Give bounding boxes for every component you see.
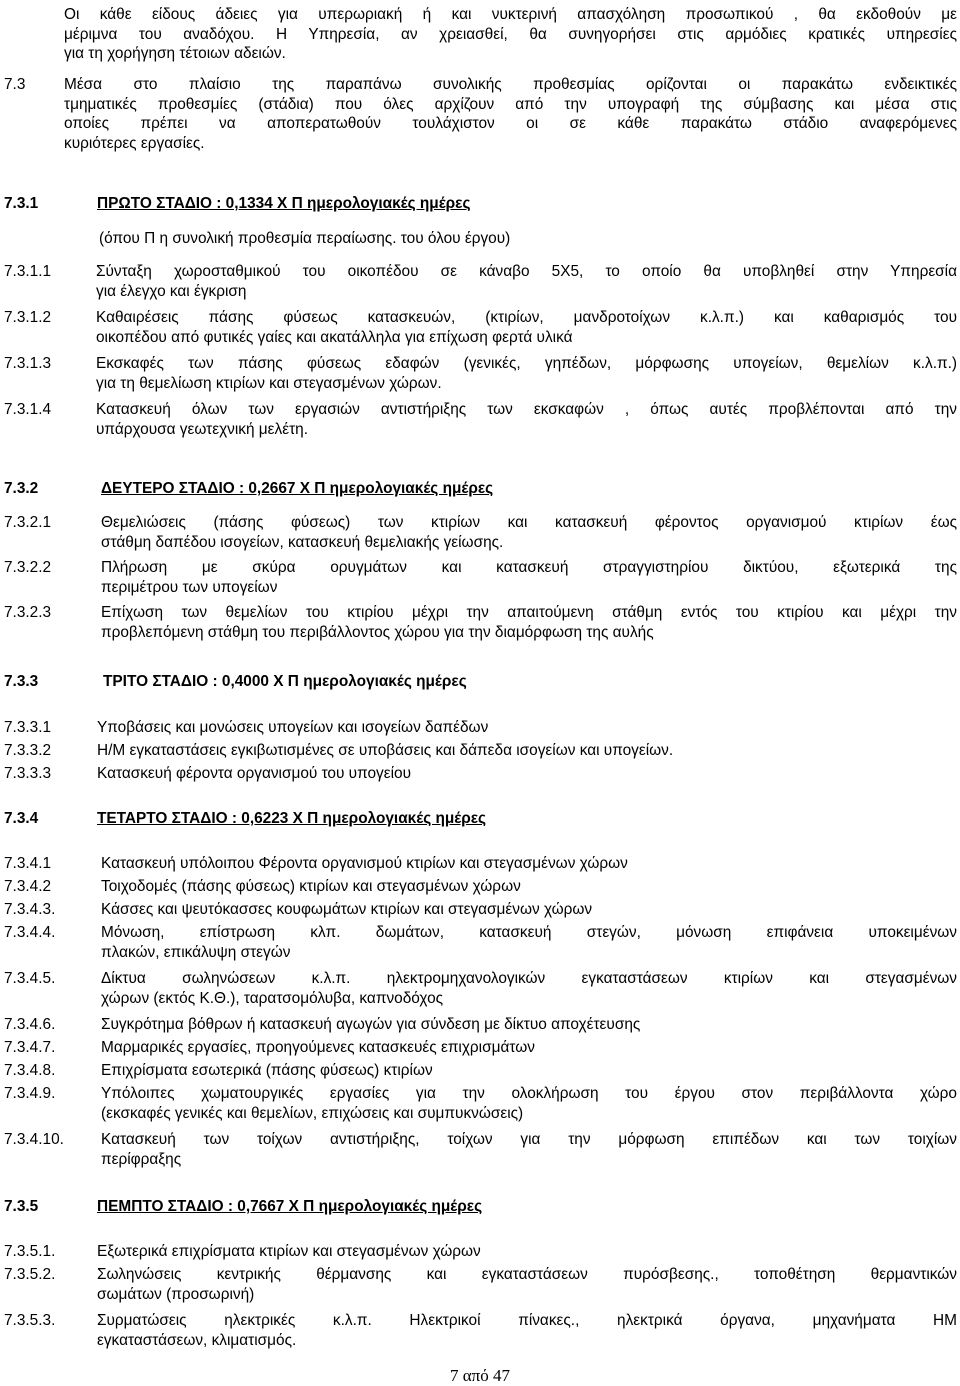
stage-number: 7.3.2 [4, 480, 39, 497]
item-body [97, 1265, 957, 1304]
page-number: 7 από 47 [450, 1366, 510, 1385]
item-number: 7.3.4.6. [4, 1016, 56, 1033]
item-number: 7.3.4.10. [4, 1131, 64, 1148]
section-7-3 [4, 75, 957, 153]
stage-number: 7.3.4 [4, 810, 39, 827]
item-text: Η/Μ εγκαταστάσεις εγκιβωτισμένες σε υποβάσεις και δάπεδα ισογείων και υπογείων. [97, 742, 674, 759]
text-line: κυριότερες εργασίες. [64, 134, 205, 152]
section-body [64, 75, 957, 153]
stage-title: ΤΡΙΤΟ ΣΤΑΔΙΟ : 0,4000 Χ Π ημερολογιακές ημέρες [103, 673, 467, 690]
section-number: 7.3 [4, 76, 26, 93]
text-line: Πλήρωση με σκύρα ορυγμάτων και κατασκευή στραγγιστηρίου δικτύου, εξωτερικά της [101, 559, 957, 576]
item-text: Συγκρότημα βόθρων ή κατασκευή αγωγών για σύνδεση με δίκτυο αποχέτευσης [101, 1016, 641, 1033]
item-body [97, 1311, 957, 1350]
item-number: 7.3.2.2 [4, 559, 52, 576]
item-body [101, 1130, 957, 1169]
text-line: Συρματώσεις ηλεκτρικές κ.λ.π. Ηλεκτρικοί πίνακες., ηλεκτρικά όργανα, μηχανήματα ΗΜ [97, 1312, 957, 1329]
item-text: Μαρμαρικές εργασίες, προηγούμενες κατασκευές επιχρισμάτων [101, 1039, 535, 1056]
item-number: 7.3.4.9. [4, 1085, 56, 1102]
text-line: οικοπέδου από φυτικές γαίες και ακατάλληλα για επίχωση φερτά υλικά [96, 328, 573, 346]
stage-number: 7.3.1 [4, 195, 39, 212]
item-body [101, 513, 957, 552]
text-line: για έλεγχο και έγκριση [96, 282, 247, 300]
item-body [96, 308, 957, 347]
text-line: μέριμνα του αναδόχου. Η Υπηρεσία, αν χρειασθεί, θα συνηγορήσει στις αρμόδιες κρατικές υπηρεσίες [64, 25, 957, 43]
stage-note: (όπου Π η συνολική προθεσμία περαίωσης. του όλου έργου) [99, 230, 511, 247]
stage-number: 7.3.5 [4, 1198, 39, 1215]
item-text: Κάσσες και ψευτόκασσες κουφωμάτων κτιρίων και στεγασμένων χώρων [101, 901, 593, 918]
item-number: 7.3.4.3. [4, 901, 56, 918]
item-number: 7.3.4.2 [4, 878, 52, 895]
text-line: οποίες πρέπει να αποπερατωθούν τουλάχιστον οι σε κάθε παρακάτω στάδιο αναφερόμενες [64, 115, 957, 133]
text-line: (εκσκαφές γενικές και θεμελίων, επιχώσεις και συμπυκνώσεις) [101, 1104, 524, 1122]
text-line: Καθαιρέσεις πάσης φύσεως κατασκευών, (κτιρίων, μανδροτοίχων κ.λ.π.) και καθαρισμός του [96, 309, 957, 326]
item-number: 7.3.5.1. [4, 1243, 56, 1260]
text-line: Θεμελιώσεις (πάσης φύσεως) των κτιρίων και κατασκευή φέροντος οργανισμού κτιρίων έως [101, 514, 957, 531]
text-line: για τη χορήγηση τέτοιων αδειών. [64, 45, 286, 63]
text-line: Δίκτυα σωληνώσεων κ.λ.π. ηλεκτρομηχανολογικών εγκαταστάσεων κτιρίων και στεγασμένων [101, 970, 957, 987]
text-line: υπάρχουσα γεωτεχνική μελέτη. [96, 420, 309, 438]
text-line: Κατασκευή των τοίχων αντιστήριξης, τοίχων για την μόρφωση επιπέδων και των τοιχίων [101, 1131, 957, 1148]
item-body [96, 400, 957, 439]
text-line: Μέσα στο πλαίσιο της παραπάνω συνολικής προθεσμίας ορίζονται οι παρακάτω ενδεικτικές [64, 76, 957, 93]
item-number: 7.3.1.2 [4, 309, 52, 326]
item-number: 7.3.4.8. [4, 1062, 56, 1079]
item-number: 7.3.5.2. [4, 1266, 56, 1283]
item-body [101, 969, 957, 1008]
text-line: Υπόλοιπες χωματουργικές εργασίες για την ολοκλήρωση του έργου στον περιβάλλοντα χώρο [101, 1085, 957, 1102]
item-number: 7.3.5.3. [4, 1312, 56, 1329]
item-body [101, 1084, 957, 1123]
text-line: Οι κάθε είδους άδειες για υπερωριακή ή και νυκτερινή απασχόληση προσωπικού , θα εκδοθούν με [64, 6, 957, 23]
item-body [101, 558, 957, 597]
item-text: Τοιχοδομές (πάσης φύσεως) κτιρίων και στεγασμένων χώρων [101, 878, 521, 895]
text-line: περίφραξης [101, 1150, 182, 1168]
stage-number: 7.3.3 [4, 673, 39, 690]
text-line: Σωληνώσεις κεντρικής θέρμανσης και εγκαταστάσεων πυρόσβεσης., τοποθέτηση θερμαντικών [97, 1266, 957, 1283]
text-line: τμηματικές προθεσμίες (στάδια) που όλες αρχίζουν από την υπογραφή της σύμβασης και μέσα στις [64, 95, 957, 113]
item-number: 7.3.3.1 [4, 719, 52, 736]
text-line: σωμάτων (προσωρινή) [97, 1285, 255, 1303]
item-body [101, 603, 957, 642]
item-number: 7.3.4.7. [4, 1039, 56, 1056]
text-line: για τη θεμελίωση κτιρίων και στεγασμένων χώρων. [96, 374, 442, 392]
item-text: Υποβάσεις και μονώσεις υπογείων και ισογείων δαπέδων [97, 719, 489, 736]
item-number: 7.3.2.1 [4, 514, 52, 531]
item-text: Κατασκευή υπόλοιπου Φέροντα οργανισμού κτιρίων και στεγασμένων χώρων [101, 855, 628, 872]
item-number: 7.3.4.1 [4, 855, 52, 872]
text-line: πλακών, επικάλυψη στεγών [101, 943, 291, 961]
item-body [96, 262, 957, 301]
item-number: 7.3.1.4 [4, 401, 52, 418]
item-number: 7.3.4.5. [4, 970, 56, 987]
item-text: Κατασκευή φέροντα οργανισμού του υπογείου [97, 765, 412, 782]
item-number: 7.3.2.3 [4, 604, 52, 621]
text-line: στάθμη δαπέδου ισογείων, κατασκευή θεμελιακής γείωσης. [101, 533, 504, 551]
item-text: Εξωτερικά επιχρίσματα κτιρίων και στεγασμένων χώρων [97, 1243, 481, 1260]
stage-title: ΠΡΩΤΟ ΣΤΑΔΙΟ : 0,1334 Χ Π ημερολογιακές ημέρες [97, 195, 471, 212]
text-line: Εκσκαφές των πάσης φύσεως εδαφών (γενικές, γηπέδων, μόρφωσης υπογείων, θεμελίων κ.λ.π.) [96, 355, 957, 372]
text-line: Κατασκευή όλων των εργασιών αντιστήριξης των εκσκαφών , όπως αυτές προβλέπονται από την [96, 401, 957, 418]
text-line: προβλεπόμενη στάθμη του περιβάλλοντος χώρου για την διαμόρφωση της αυλής [101, 623, 654, 641]
stage-title: ΔΕΥΤΕΡΟ ΣΤΑΔΙΟ : 0,2667 Χ Π ημερολογιακές ημέρες [101, 480, 494, 497]
item-number: 7.3.1.3 [4, 355, 52, 372]
item-number: 7.3.3.3 [4, 765, 52, 782]
item-text: Επιχρίσματα εσωτερικά (πάσης φύσεως) κτιρίων [101, 1062, 433, 1079]
stage-title: ΤΕΤΑΡΤΟ ΣΤΑΔΙΟ : 0,6223 Χ Π ημερολογιακές ημέρες [97, 810, 487, 827]
stage-title: ΠΕΜΠΤΟ ΣΤΑΔΙΟ : 0,7667 Χ Π ημερολογιακές ημέρες [97, 1198, 483, 1215]
item-number: 7.3.4.4. [4, 924, 56, 941]
item-number: 7.3.1.1 [4, 263, 52, 280]
text-line: Μόνωση, επίστρωση κλπ. δωμάτων, κατασκευή στεγών, μόνωση επιφάνεια υποκειμένων [101, 924, 957, 941]
text-line: περιμέτρου των υπογείων [101, 578, 278, 596]
text-line: χώρων (εκτός Κ.Θ.), ταρατσομόλυβα, καπνοδόχος [101, 989, 444, 1007]
item-body [96, 354, 957, 393]
item-number: 7.3.3.2 [4, 742, 52, 759]
item-body [101, 923, 957, 962]
text-line: εγκαταστάσεων, κλιματισμός. [97, 1331, 297, 1349]
text-line: Επίχωση των θεμελίων του κτιρίου μέχρι την απαιτούμενη στάθμη εντός του κτιρίου και μέχρι την [101, 604, 957, 621]
intro-paragraph [64, 5, 957, 64]
text-line: Σύνταξη χωροσταθμικού του οικοπέδου σε κάναβο 5Χ5, το οποίο θα υποβληθεί στην Υπηρεσία [96, 263, 957, 280]
